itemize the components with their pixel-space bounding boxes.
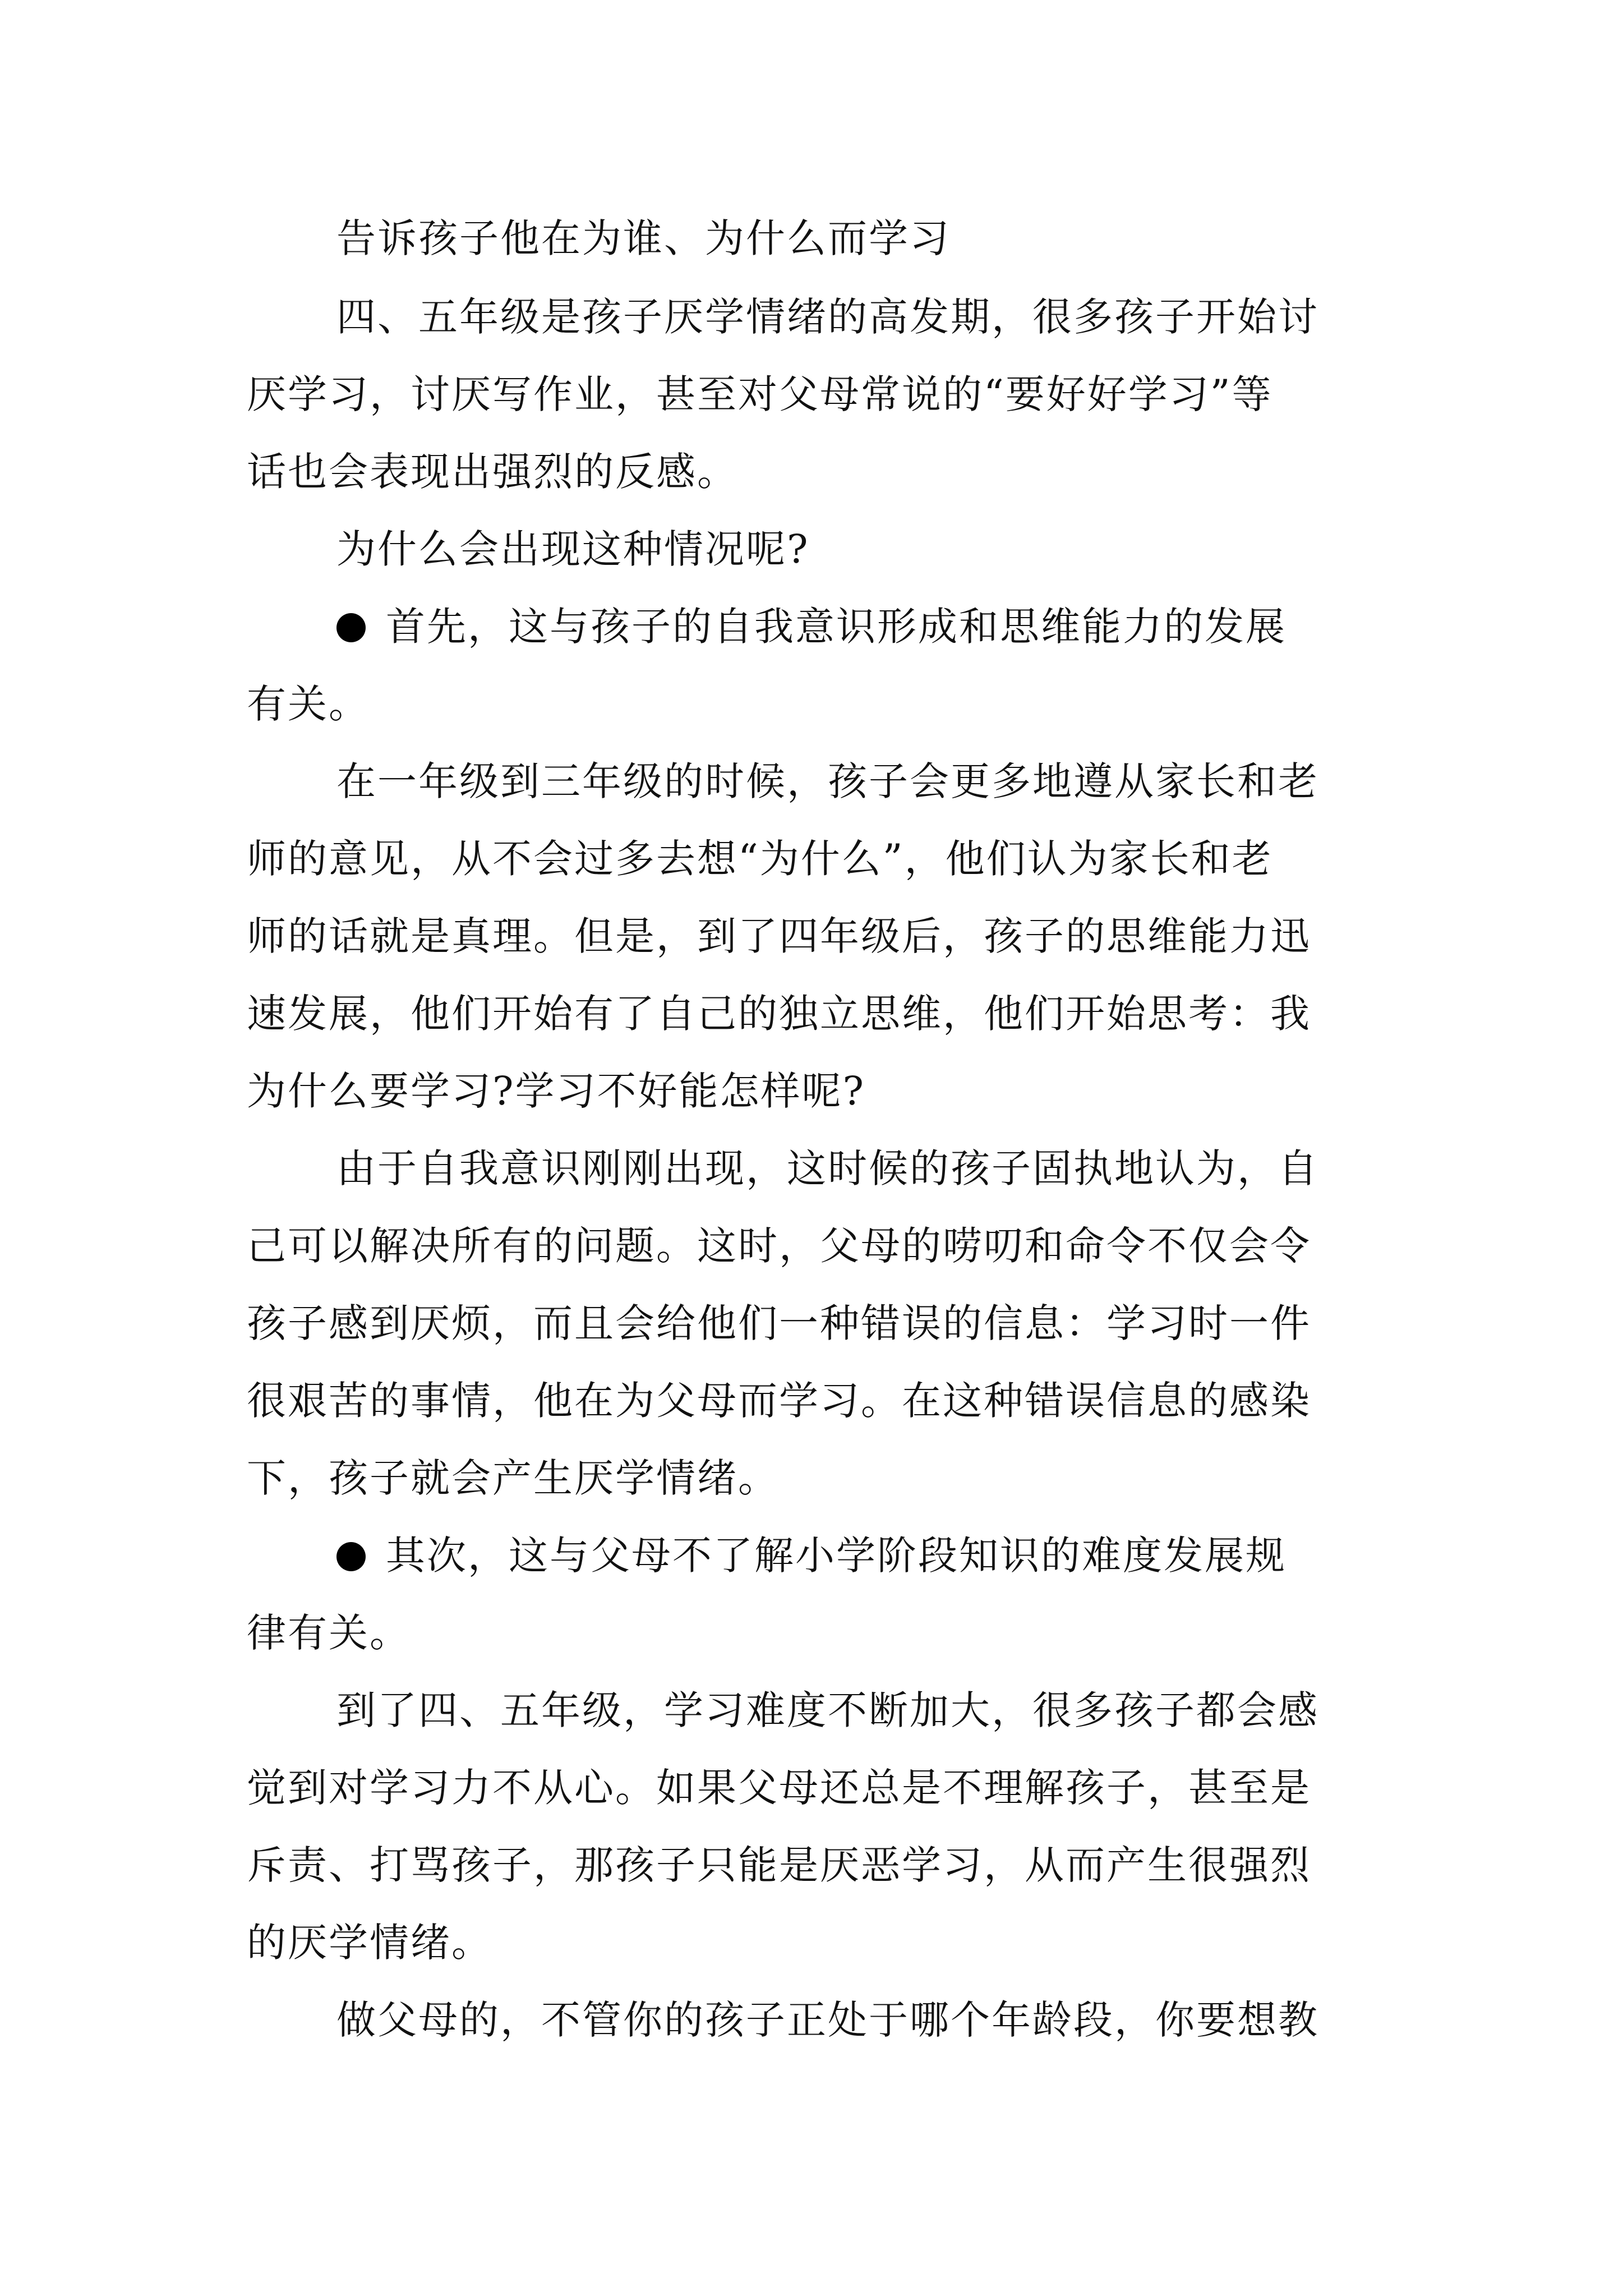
paragraph-line: 话也会表现出强烈的反感。 bbox=[247, 449, 738, 495]
section-heading: 告诉孩子他在为谁、为什么而学习 bbox=[336, 215, 951, 261]
paragraph-line: 速发展，他们开始有了自己的独立思维，他们开始思考：我 bbox=[247, 991, 1311, 1037]
paragraph-line: 四、五年级是孩子厌学情绪的高发期，很多孩子开始讨 bbox=[336, 294, 1319, 340]
bullet-text: 首先，这与孩子的自我意识形成和思维能力的发展 bbox=[386, 604, 1287, 650]
paragraph-line: 下，孩子就会产生厌学情绪。 bbox=[247, 1455, 779, 1501]
paragraph-line: 做父母的，不管你的孩子正处于哪个年龄段，你要想教 bbox=[336, 1997, 1319, 2043]
paragraph-line: 由于自我意识刚刚出现，这时候的孩子固执地认为，自 bbox=[336, 1145, 1319, 1191]
paragraph-line: 的厌学情绪。 bbox=[247, 1920, 492, 1966]
paragraph-line: 厌学习，讨厌写作业，甚至对父母常说的“要好好学习”等 bbox=[247, 371, 1273, 417]
bullet-line bbox=[336, 1525, 1287, 1586]
paragraph-line: 在一年级到三年级的时候，孩子会更多地遵从家长和老 bbox=[336, 758, 1319, 804]
paragraph-line: 斥责、打骂孩子，那孩子只能是厌恶学习，从而产生很强烈 bbox=[247, 1842, 1311, 1888]
paragraph-line: 有关。 bbox=[247, 681, 370, 727]
bullet-icon bbox=[336, 1542, 366, 1571]
bullet-text: 其次，这与父母不了解小学阶段知识的难度发展规 bbox=[386, 1533, 1287, 1579]
paragraph-line: 到了四、五年级，学习难度不断加大，很多孩子都会感 bbox=[336, 1687, 1319, 1733]
paragraph-line: 律有关。 bbox=[247, 1610, 411, 1656]
bullet-icon bbox=[336, 613, 366, 642]
paragraph-line: 为什么要学习?学习不好能怎样呢? bbox=[247, 1068, 866, 1114]
paragraph-line: 己可以解决所有的问题。这时，父母的唠叨和命令不仅会令 bbox=[247, 1223, 1311, 1269]
paragraph-line: 师的意见，从不会过多去想“为什么”，他们认为家长和老 bbox=[247, 836, 1273, 882]
paragraph-line: 觉到对学习力不从心。如果父母还总是不理解孩子，甚至是 bbox=[247, 1765, 1311, 1811]
paragraph-line: 孩子感到厌烦，而且会给他们一种错误的信息：学习时一件 bbox=[247, 1300, 1311, 1346]
paragraph-line: 师的话就是真理。但是，到了四年级后，孩子的思维能力迅 bbox=[247, 913, 1311, 959]
paragraph-line: 为什么会出现这种情况呢? bbox=[336, 526, 810, 572]
paragraph-line: 很艰苦的事情，他在为父母而学习。在这种错误信息的感染 bbox=[247, 1378, 1311, 1424]
bullet-line bbox=[336, 596, 1287, 657]
